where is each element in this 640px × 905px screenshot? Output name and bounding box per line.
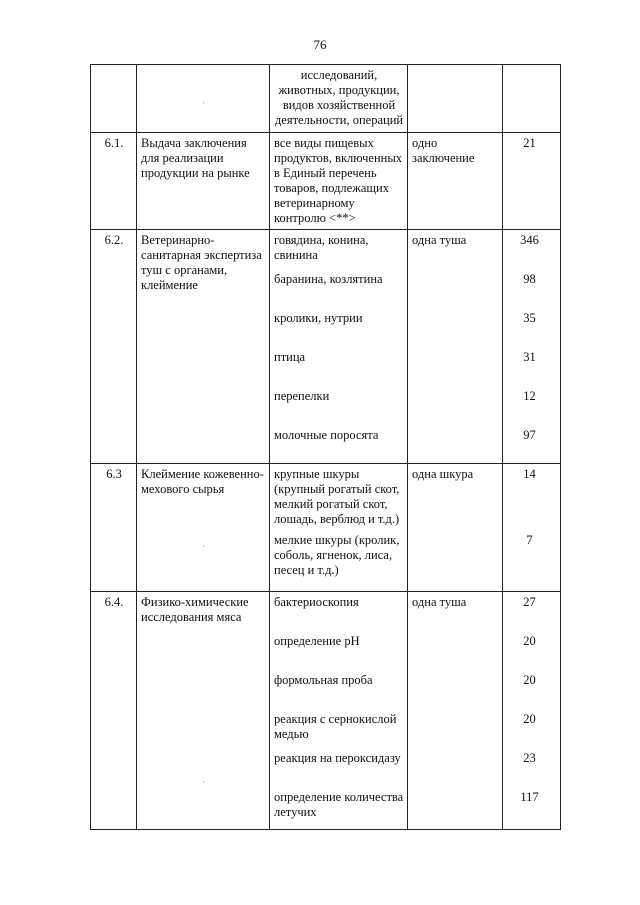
cell-name: Выдача заключения для реализации продукции на рынке [137,133,270,230]
cell-name: Ветеринарно-санитарная экспертиза туш с органами, клеймение [137,230,270,464]
price-value: 14 [523,467,536,481]
cell-unit: одна туша [408,592,503,830]
cell-items [270,133,408,230]
item-text: определение количества летучих [274,790,404,819]
price-value: 23 [523,751,536,765]
cell-price [503,464,561,592]
item-text: определение pH [274,634,360,648]
price-value: 35 [523,311,536,325]
item-text: бактериоскопия [274,595,359,609]
cell-unit: одно заключение [408,133,503,230]
cell-items [270,230,408,464]
price-value: 98 [523,272,536,286]
item-text: мелкие шкуры (кролик, соболь, ягненок, лиса, песец и т.д.) [274,533,400,577]
table-row [91,133,561,230]
item-text: реакция с сернокислой медью [274,712,397,741]
item-text: все виды пищевых продуктов, включенных в Единый перечень товаров, подлежащих ветеринарному контролю <**> [274,136,402,225]
item-text: птица [274,350,306,364]
cell-unit [408,65,503,133]
cell-name: Клеймение кожевенно-мехового сырья · [137,464,270,592]
cell-num: 6.2. [91,230,137,464]
item-text: баранина, козлятина [274,272,383,286]
table-row [91,230,561,464]
cell-name: · [137,65,270,133]
price-value: 27 [523,595,536,609]
price-value: 21 [523,136,536,150]
item-text: кролики, нутрии [274,311,363,325]
page-number: 76 [313,37,327,52]
cell-price [503,592,561,830]
item-text: говядина, конина, свинина [274,233,369,262]
price-value: 12 [523,389,536,403]
item-text: Клеймение кожевенно-мехового сырья [141,467,264,496]
cell-items [270,464,408,592]
cell-num [91,65,137,133]
item-text: Физико-химические исследования мяса [141,595,249,624]
cell-continuation: исследований, животных, продукции, видов хозяйственной деятельности, операций [270,65,408,133]
cell-name: Физико-химические исследования мяса · [137,592,270,830]
cell-num: 6.1. [91,133,137,230]
cell-price [503,133,561,230]
cell-items [270,592,408,830]
price-value: 97 [523,428,536,442]
item-text: крупные шкуры (крупный рогатый скот, мелкий рогатый скот, лошадь, верблюд и т.д.) [274,467,400,526]
item-text: молочные поросята [274,428,379,442]
item-text: формольная проба [274,673,373,687]
cell-price [503,230,561,464]
cell-num: 6.4. [91,592,137,830]
price-value: 117 [520,790,539,804]
price-value: 20 [523,634,536,648]
price-value: 20 [523,712,536,726]
cell-unit: одна туша [408,230,503,464]
cell-unit: одна шкура [408,464,503,592]
item-text: реакция на пероксидазу [274,751,401,765]
price-value: 7 [526,533,533,547]
price-value: 31 [523,350,536,364]
price-value: 346 [520,233,539,247]
tariff-table [90,64,561,830]
cell-price [503,65,561,133]
cell-num: 6.3 [91,464,137,592]
price-value: 20 [523,673,536,687]
table-row [91,464,561,592]
table-row [91,65,561,133]
item-text: перепелки [274,389,330,403]
table-row [91,592,561,830]
